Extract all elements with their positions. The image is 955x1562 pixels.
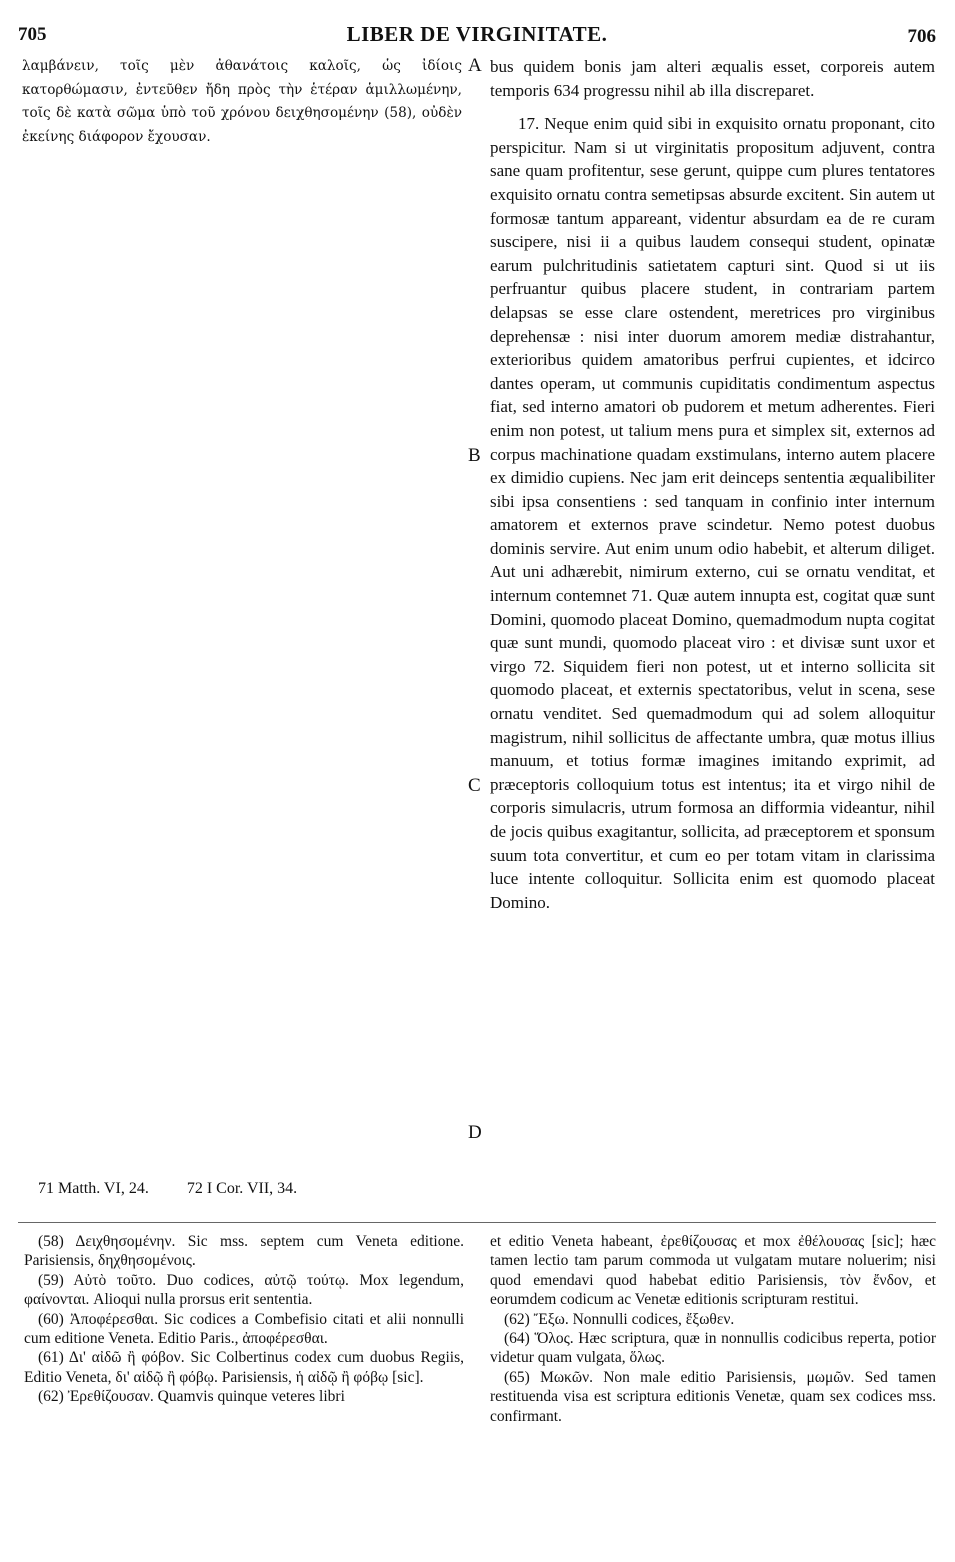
running-header [18,12,936,52]
right-page-number: 706 [907,26,936,47]
footnotes-right-column [490,1232,936,1426]
greek-paragraph: λαμβάνειν, τοῖς μὲν ἀθανάτοις καλοῖς, ὡς ἰδίοις κατορθώμασιν, ἐντεῦθεν ἤδη πρὸς τὴν ἑτέραν ἁμιλλωμένην, τοῖς δὲ κατὰ σῶμα ὑπὸ τοῦ χρόνου δειχθησομένην (58), οὐδὲν ἐκείνης διάφορον ἔχουσαν. [22,58,462,145]
footnote: (62) Ἔξω. Nonnulli codices, ἔξωθεν. [504,1310,735,1328]
latin-paragraph: bus quidem bonis jam alteri æqualis esset, corporeis autem temporis 634 progressu nihil ab illa discreparet. [490,57,935,100]
footnote: (59) Αὐτὸ τοῦτο. Duo codices, αὐτῷ τούτῳ. Mox legendum, φαίνονται. Alioqui nulla prorsus erit sententia. [24,1271,464,1309]
footnote-divider [18,1222,936,1223]
left-page-number: 705 [18,24,47,45]
footnotes-left-column [24,1232,464,1407]
scripture-ref: 71 Matth. VI, 24. [38,1180,149,1197]
footnote: (58) Δειχθησομένην. Sic mss. septem cum Veneta editione. Parisiensis, δηχθησομένοις. [24,1233,464,1270]
footnote: (60) Ἀποφέρεσθαι. Sic codices a Combefisio citati et alii nonnulli cum editione Veneta. Editio Paris., ἀποφέρεσθαι. [24,1310,464,1348]
running-title: LIBER DE VIRGINITATE. [346,22,608,46]
greek-text-column [22,55,462,149]
footnote: (65) Μωκῶν. Non male editio Parisiensis, μωμῶν. Sed tamen restituenda visa est scriptura editionis Venetæ, quam sex codices mss. confirmant. [490,1368,936,1425]
margin-letter-a: A [468,55,482,76]
margin-letter-d: D [468,1122,482,1143]
footnote: et editio Veneta habeant, ἐρεθίζουσας et mox ἐθέλουσας [sic]; hæc tamen lectio tam parum commoda ut vulgatam mutare noluerim; nisi quod emendavi quod habebat editio Parisiensis, τὸν ἔνδον, et eorumdem codicum ac Venetæ editionis scripturam restitui. [490,1233,936,1309]
latin-paragraph: 17. Neque enim quid sibi in exquisito ornatu proponant, cito perspicitur. Nam si ut virginitatis propositum adjuvent, contra sane quam profitentur, sese gerunt, quippe cum plures tentatores exquisito ornatu contra semetipsas absurde excitent. Sin autem ut formosæ tantum appareant, videntur absurdam ea de re curam suscipere, nisi ii a quibus laudem consequi student, opinatæ earum pulchritudinis satietatem capturi sint. Quod si ut iis perfruantur quibus placere student, in contrariam partem delapsas se esse clare ostendent, meretrices pro virginibus deprehensæ : nisi inter duorum amorem mediæ distrahantur, exterioribus quidem amatoribus perfrui cupientes, et idcirco dantes operam, ut communis cupiditatis condimentum aspectus fiat, sed interno amatori ob pudorem et metum adherentes. Fieri enim non potest, ut talium mens pura et simplex sit, externos ad corpus machinatione quadam exstimulans, interno autem placere ex dimidio cupiens. Nec jam erit deinceps sententia æqualibiliter sibi ipsa consentiens : sed tanquam in confinio inter internum amatorem et externos prave scindetur. Nemo potest duobus dominis servire. Aut enim unum odio habebit, et alterum diliget. Aut uni adhærebit, nimirum externo, cui se ornatu venditat, et internum contemnet 71. Quæ autem innupta est, cogitat quæ sunt Domini, quomodo placeat Domino, quemadmodum nupta cogitat quæ sunt mundi, quomodo placeat viro : et divisæ sunt uxor et virgo 72. Siquidem fieri non potest, ut et interno sollicita sit quomodo placeat, et externis spectatoribus, velut in scena, sese ornatu venditet. Sed quemadmodum qui ad solem alloquitur magistrum, nihil sollicitus de affectante umbra, quæ motus illius manuum, et totius formæ imagines imitando exprimit, ad præceptoris colloquium totus est intentus; ita et virgo nihil de corporis simulacris, utrum formosa an difformia videantur, nihil de jocis quibus exagitantur, sollicita, ad præceptorem et sponsum suum tota convertitur, et cum eo per totam vitam in clarissima luce intente colloquitur. Sollicita enim est quomodo placeat Domino. [490,114,935,912]
latin-text-column [490,55,935,914]
scripture-references [38,1180,297,1198]
margin-letter-b: B [468,445,481,466]
scripture-ref: 72 I Cor. VII, 34. [186,1180,298,1197]
margin-letter-c: C [468,775,481,796]
footnote: (62) Ἐρεθίζουσαν. Quamvis quinque veteres libri [38,1388,345,1406]
footnote: (64) Ὅλος. Hæc scriptura, quæ in nonnullis codicibus reperta, potior videtur quam vulgata, ὅλως. [490,1330,936,1367]
footnote: (61) Δι' αἰδῶ ἢ φόβον. Sic Colbertinus codex cum duobus Regiis, Editio Veneta, δι' αἰδῷ ἢ φόβῳ. Parisiensis, ἡ αἰδῷ ἢ φόβῳ [sic]. [24,1349,464,1386]
